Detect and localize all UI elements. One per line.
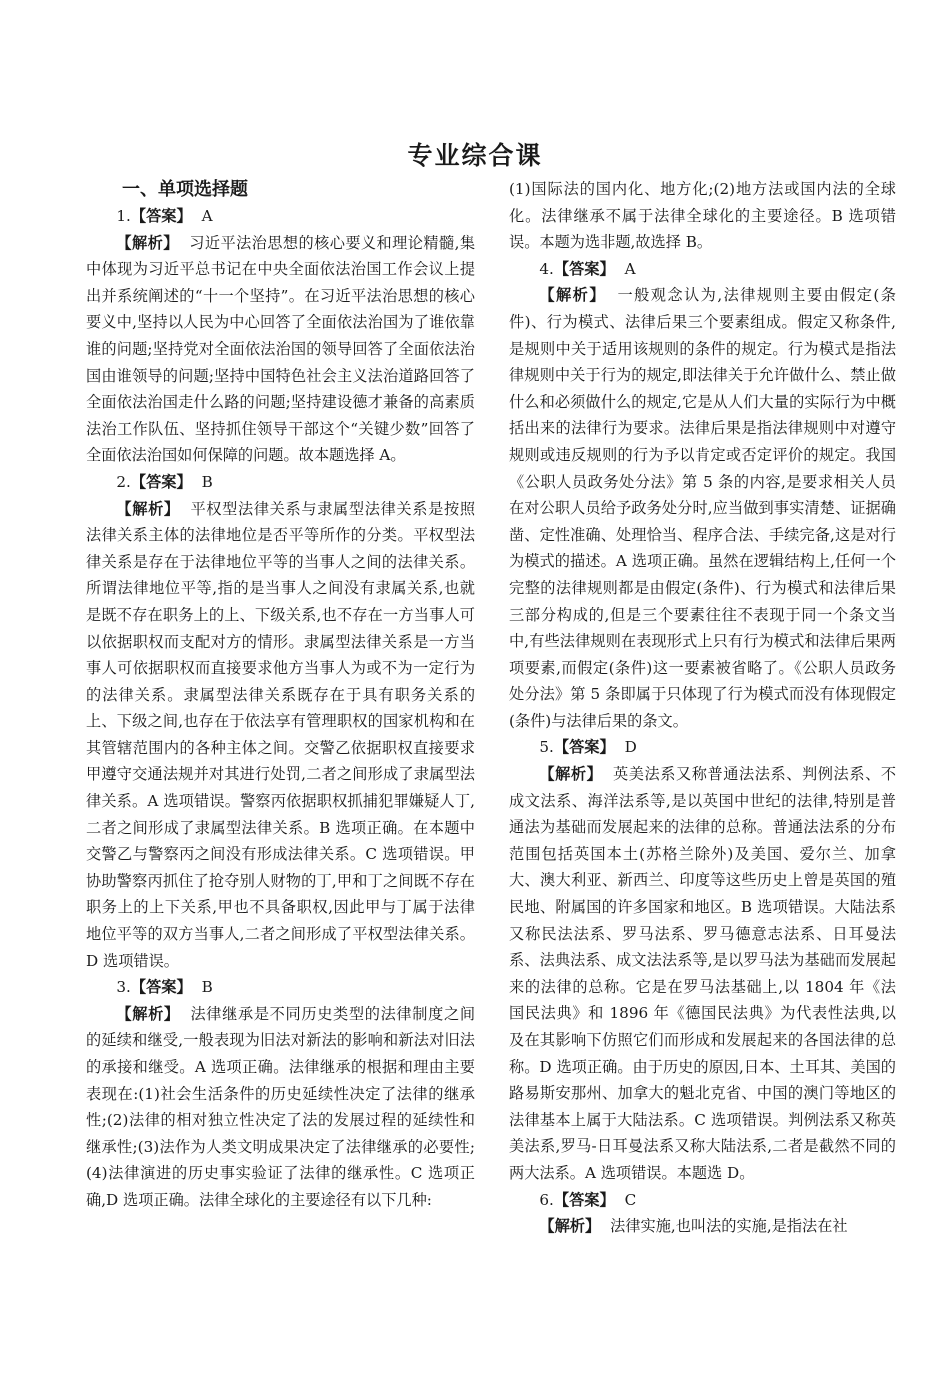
analysis-text: 习近平法治思想的核心要义和理论精髓,集中体现为习近平总书记在中央全面依法治国工作会议上提出并系统阐述的“十一个坚持”。在习近平法治思想的核心要义中,坚持以人民为中心回答了全面依法治国为了谁依靠谁的问题;坚持党对全面依法治国的领导回答了全面依法治国由谁领导的问题;坚持中国特色社会主义法治道路回答了全面依法治国走什么路的问题;坚持建设德才兼备的高素质法治工作队伍、坚持抓住领导干部这个“关键少数”回答了全面依法治国如何保障的问题。故本题选择 A。 <box>86 233 476 465</box>
question-number: 2. <box>116 472 131 491</box>
analysis-label: 【解析】 <box>539 1217 601 1236</box>
answer-label: 【答案】 <box>130 978 192 997</box>
answer-value: A <box>201 207 213 225</box>
answer-line-q4 <box>509 256 896 283</box>
answer-label: 【答案】 <box>130 207 192 225</box>
analysis-q6 <box>509 1213 896 1240</box>
analysis-label: 【解析】 <box>539 765 603 784</box>
answer-line-q1 <box>86 203 475 230</box>
analysis-text: 一般观念认为,法律规则主要由假定(条件)、行为模式、法律后果三个要素组成。假定又称条件,是规则中关于适用该规则的条件的规定。行为模式是指法律规则中关于行为的规定,即法律关于允许做什么、禁止做什么和必须做什么的规定,它是从人们大量的实际行为中概括出来的法律行为要求。法律后果是指法律规则中对遵守规则或违反规则的行为予以肯定或否定评价的规定。我国《公职人员政务处分法》第 5 条的内容,是要求相关人员在对公职人员给予政务处分时,应当做到事实清楚、证据确凿、定性准确、处理恰当、程序合法、手续完备,这是对行为模式的描述。A 选项正确。虽然在逻辑结构上,任何一个完整的法律规则都是由假定(条件)、行为模式和法律后果三部分构成的,但是三个要素往往不表现于同一个条文当中,有些法律规则在表现形式上只有行为模式和法律后果两项要素,而假定(条件)这一要素被省略了。《公职人员政务处分法》第 5 条即属于只体现了行为模式而没有体现假定(条件)与法律后果的条文。 <box>509 286 896 730</box>
analysis-q2 <box>86 496 475 975</box>
answer-value: C <box>624 1190 637 1209</box>
answer-value: D <box>624 738 637 757</box>
question-number: 5. <box>539 738 554 757</box>
analysis-q3-part2: (1)国际法的国内化、地方化;(2)地方法或国内法的全球化。法律继承不属于法律全球化的主要途径。B 选项错误。本题为选非题,故选择 B。 <box>509 180 896 252</box>
analysis-text: 法律继承是不同历史类型的法律制度之间的延续和继受,一般表现为旧法对新法的影响和新法对旧法的承接和继受。A 选项正确。法律继承的根据和理由主要表现在:(1)社会生活条件的历史延续性决定了法律的继承性;(2)法律的相对独立性决定了法的发展过程的延续性和继承性;(3)法作为人类文明成果决定了法律继承的必要性;(4)法律演进的历史事实验证了法律的继承性。C 选项正确,D 选项正确。法律全球化的主要途径有以下几种: <box>86 1004 476 1209</box>
left-column <box>86 176 475 1214</box>
question-number: 4. <box>539 259 554 278</box>
answer-value: B <box>201 472 213 491</box>
analysis-label: 【解析】 <box>539 286 606 305</box>
question-number: 1. <box>116 207 131 225</box>
question-number: 6. <box>539 1190 554 1209</box>
analysis-text: 英美法系又称普通法法系、判例法系、不成文法系、海洋法系等,是以英国中世纪的法律,特别是普通法为基础而发展起来的法律的总称。普通法法系的分布范围包括英国本土(苏格兰除外)及美国、爱尔兰、加拿大、澳大利亚、新西兰、印度等这些历史上曾是英国的殖民地、附属国的许多国家和地区。B 选项错误。大陆法系又称民法法系、罗马法系、罗马德意志法系、日耳曼法系、法典法系、成文法法系等,是以罗马法为基础而发展起来的法律的总称。它是在罗马法基础上,以 1804 年《法国民法典》和 1896 年《德国民法典》为代表性法典,以及在其影响下仿照它们而形成和发展起来的各国法律的总称。D 选项正确。由于历史的原因,日本、土耳其、美国的路易斯安那州、加拿大的魁北克省、中国的澳门等地区的法律基本上属于大陆法系。C 选项错误。判例法系又称英美法系,罗马-日耳曼法系又称大陆法系,二者是截然不同的两大法系。A 选项错误。本题选 D。 <box>509 765 897 1182</box>
analysis-text: 法律实施,也叫法的实施,是指法在社 <box>610 1217 848 1236</box>
answer-label: 【答案】 <box>130 472 192 491</box>
answer-line-q2 <box>86 469 475 496</box>
analysis-q4 <box>509 282 896 734</box>
answer-value: B <box>201 978 213 997</box>
analysis-label: 【解析】 <box>116 1004 180 1023</box>
answer-line-q3 <box>86 974 475 1001</box>
analysis-label: 【解析】 <box>116 499 180 518</box>
analysis-q3-part1 <box>86 1001 475 1214</box>
answer-line-q5 <box>509 734 896 761</box>
answer-label: 【答案】 <box>553 1190 615 1209</box>
page-title: 专业综合课 <box>407 141 543 170</box>
analysis-label: 【解析】 <box>116 233 179 252</box>
section-heading: 一、单项选择题 <box>122 179 248 200</box>
answer-label: 【答案】 <box>553 738 615 757</box>
answer-label: 【答案】 <box>553 259 615 278</box>
analysis-q5 <box>509 761 896 1187</box>
analysis-text: 平权型法律关系与隶属型法律关系是按照法律关系主体的法律地位是否平等所作的分类。平权型法律关系是存在于法律地位平等的当事人之间的法律关系。所谓法律地位平等,指的是当事人之间没有隶属关系,也就是既不存在职务上的上、下级关系,也不存在一方当事人可以依据职权而支配对方的情形。隶属型法律关系是一方当事人可依据职权而直接要求他方当事人为或不为一定行为的法律关系。隶属型法律关系既存在于具有职务关系的上、下级之间,也存在于依法享有管理职权的国家机构和在其管辖范围内的各种主体之间。交警乙依据职权直接要求甲遵守交通法规并对其进行处罚,二者之间形成了隶属型法律关系。A 选项错误。警察丙依据职权抓捕犯罪嫌疑人丁,二者之间形成了隶属型法律关系。B 选项正确。在本题中交警乙与警察丙之间没有形成法律关系。C 选项错误。甲协助警察丙抓住了抢夺别人财物的丁,甲和丁之间既不存在职务上的上下关系,甲也不具备职权,因此甲与丁属于法律地位平等的双方当事人,二者之间形成了平权型法律关系。D 选项错误。 <box>86 499 476 970</box>
analysis-q1 <box>86 230 475 469</box>
answer-line-q6 <box>509 1187 896 1214</box>
right-column <box>509 176 896 1240</box>
question-number: 3. <box>116 978 131 997</box>
answer-value: A <box>624 259 636 278</box>
